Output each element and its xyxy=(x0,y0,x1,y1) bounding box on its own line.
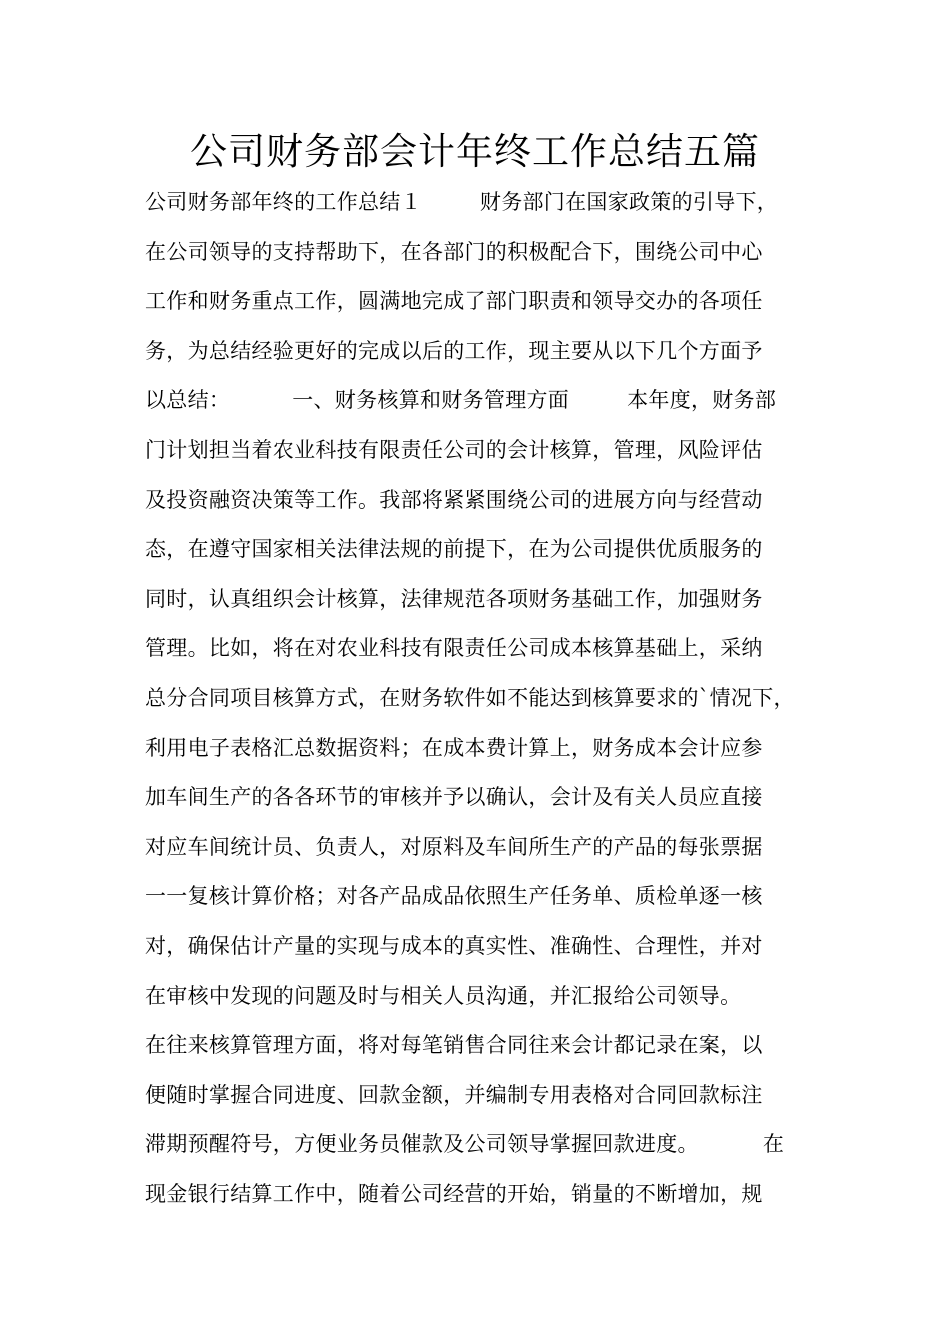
body-line: 及投资融资决策等工作。我部将紧紧围绕公司的进展方向与经营动 xyxy=(145,487,763,512)
body-line: 在审核中发现的问题及时与相关人员沟通，并汇报给公司领导。 xyxy=(145,983,742,1008)
body-line: 同时，认真组织会计核算，法律规范各项财务基础工作，加强财务 xyxy=(145,586,763,611)
line-text: 财务部门在国家政策的引导下， xyxy=(479,190,779,214)
body-line: 态，在遵守国家相关法律法规的前提下，在为公司提供优质服务的 xyxy=(145,537,763,562)
body-line: 便随时掌握合同进度、回款金额，并编制专用表格对合同回款标注 xyxy=(145,1082,763,1107)
line-text: 滞期预醒符号，方便业务员催款及公司领导掌握回款进度。 xyxy=(145,1132,699,1157)
body-line: 加车间生产的各各环节的审核并予以确认，会计及有关人员应直接 xyxy=(145,785,763,810)
subsection-heading: 一、财务核算和财务管理方面 xyxy=(292,388,570,413)
body-line: 现金银行结算工作中，随着公司经营的开始，销量的不断增加，规 xyxy=(145,1181,763,1206)
document-title: 公司财务部会计年终工作总结五篇 xyxy=(190,130,760,173)
line-text: 以总结： xyxy=(145,388,231,413)
body-line: 在公司领导的支持帮助下，在各部门的积极配合下，围绕公司中心 xyxy=(145,239,763,264)
body-line xyxy=(145,1124,835,1174)
body-line: 在往来核算管理方面，将对每笔销售合同往来会计都记录在案，以 xyxy=(145,1033,763,1058)
body-line xyxy=(145,182,835,232)
body-line: 对应车间统计员、负责人，对原料及车间所生产的产品的每张票据 xyxy=(145,834,763,859)
line-text: 在 xyxy=(762,1132,785,1157)
body-line: 务，为总结经验更好的完成以后的工作，现主要从以下几个方面予 xyxy=(145,338,763,363)
section-heading: 公司财务部年终的工作总结１ xyxy=(145,190,422,214)
document-body xyxy=(145,182,835,1223)
body-line: 管理。比如，将在对农业科技有限责任公司成本核算基础上，采纳 xyxy=(145,636,763,661)
body-line: 利用电子表格汇总数据资料；在成本费计算上，财务成本会计应参 xyxy=(145,735,763,760)
body-line: 总分合同项目核算方式，在财务软件如不能达到核算要求的`情况下， xyxy=(145,685,795,710)
body-line: 门计划担当着农业科技有限责任公司的会计核算，管理，风险评估 xyxy=(145,437,763,462)
body-line: 对，确保估计产量的实现与成本的真实性、准确性、合理性，并对 xyxy=(145,933,763,958)
body-line xyxy=(145,380,835,430)
body-line: 工作和财务重点工作，圆满地完成了部门职责和领导交办的各项任 xyxy=(145,289,763,314)
line-text: 本年度，财务部 xyxy=(627,388,777,413)
body-line: 一一复核计算价格；对各产品成品依照生产任务单、质检单逐一核 xyxy=(145,884,763,909)
